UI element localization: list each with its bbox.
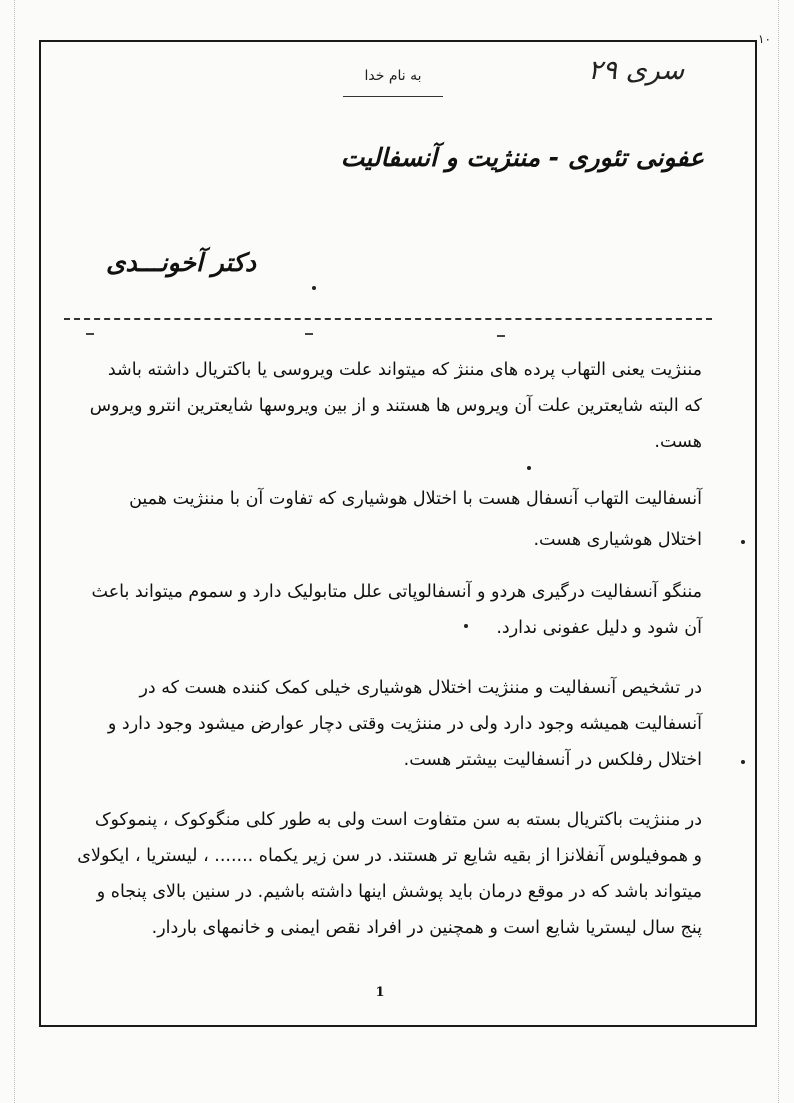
- text-line: که البته شایعترین علت آن ویروس ها هستند و از بین ویروسها شایعترین انترو ویروس: [89, 396, 702, 416]
- scan-edge-right: [778, 0, 780, 1103]
- text-line: اختلال هوشیاری هست.: [533, 530, 702, 550]
- scan-mark: [497, 335, 505, 337]
- paragraph-meningitis: [74, 352, 702, 460]
- text-line: آنسفالیت التهاب آنسفال هست با اختلال هوشیاری که تفاوت آن با مننژیت همین: [129, 489, 702, 509]
- scan-mark: [86, 333, 94, 335]
- text-line: میتواند باشد که در موقع درمان باید پوشش اینها داشته باشیم. در سنین بالای پنجاه و: [96, 882, 702, 902]
- scan-speck: [741, 540, 745, 544]
- paragraph-meningoencephalitis: [74, 574, 702, 646]
- document-title: عفونی تئوری - مننژیت و آنسفالیت: [340, 143, 704, 172]
- text-line: آنسفالیت همیشه وجود دارد ولی در مننژیت وقتی دچار عوارض میشود وجود دارد و: [107, 714, 702, 734]
- basmala-underline: [343, 96, 443, 97]
- paragraph-bacterial-meningitis: [74, 802, 702, 946]
- paragraph-diagnosis: [74, 670, 702, 778]
- scan-edge-left: [14, 0, 16, 1103]
- text-line: و هموفیلوس آنفلانزا از بقیه شایع تر هستند. در سن زیر یکماه ....... ، لیستریا ، ایکولای: [77, 846, 702, 866]
- dashed-separator: [64, 318, 712, 320]
- scan-speck: [312, 286, 316, 290]
- author-name: دکتر آخونـــدی: [105, 248, 256, 277]
- text-line: آن شود و دلیل عفونی ندارد.: [496, 618, 702, 638]
- page-number: 1: [375, 985, 385, 1000]
- basmala-heading: به نام خدا: [364, 68, 422, 84]
- document-body: [74, 352, 702, 946]
- text-line: مننژیت یعنی التهاب پرده های مننژ که میتواند علت ویروسی یا باکتریال داشته باشد: [107, 360, 702, 380]
- handwritten-note: ۲۹ سری: [588, 55, 685, 86]
- text-line: مننگو آنسفالیت درگیری هردو و آنسفالوپاتی علل متابولیک دارد و سموم میتواند باعث: [91, 582, 702, 602]
- text-line: پنج سال لیستریا شایع است و همچنین در افراد نقص ایمنی و خانمهای باردار.: [151, 918, 702, 938]
- scan-speck: [741, 760, 745, 764]
- scan-mark: [305, 333, 313, 335]
- text-line: در تشخیص آنسفالیت و مننژیت اختلال هوشیاری خیلی کمک کننده هست که در: [139, 678, 702, 698]
- text-line: هست.: [654, 432, 702, 452]
- corner-mark: ۱۰: [758, 32, 771, 46]
- paragraph-encephalitis: [74, 476, 702, 558]
- text-line: در مننژیت باکتریال بسته به سن متفاوت است ولی به طور کلی منگوکوک ، پنموکوک: [94, 810, 702, 830]
- text-line: اختلال رفلکس در آنسفالیت بیشتر هست.: [403, 750, 702, 770]
